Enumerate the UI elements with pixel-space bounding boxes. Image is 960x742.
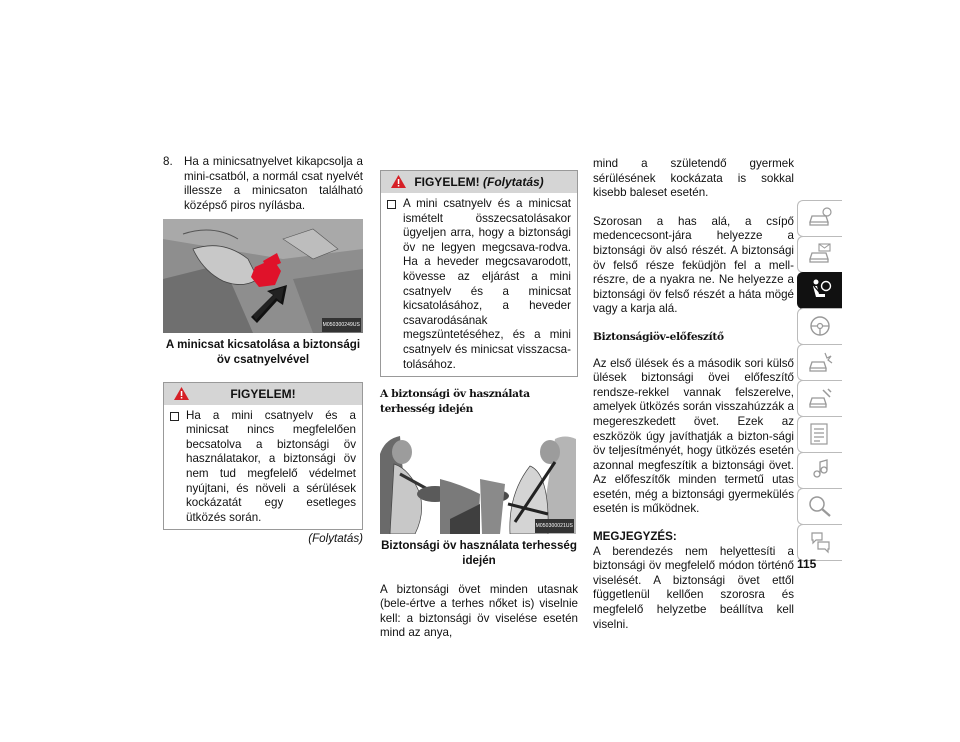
tab-crash[interactable] xyxy=(797,344,842,381)
car-mail-icon xyxy=(807,242,833,266)
tab-service[interactable] xyxy=(797,380,842,417)
photo-code: M050300021US xyxy=(535,519,574,534)
photo-caption: Biztonsági öv használata terhesség idején xyxy=(381,539,577,567)
page-number: 115 xyxy=(797,557,817,571)
checkbox-bullet-icon xyxy=(170,412,179,421)
tab-multimedia[interactable] xyxy=(797,452,842,489)
pregnancy-photo xyxy=(380,434,576,534)
buckle-photo xyxy=(163,219,363,333)
tab-safety[interactable] xyxy=(797,272,842,309)
warning-title-continued: (Folytatás) xyxy=(483,175,544,189)
warning-box-continued xyxy=(380,170,578,377)
car-service-icon xyxy=(807,386,833,410)
buckle-illustration xyxy=(163,219,363,333)
car-info-icon xyxy=(807,206,833,230)
warning-title: FIGYELEM! xyxy=(230,386,296,401)
paragraph: Szorosan a has alá, a csípő medencecsont-jára helyezze a biztonsági öv alsó részét. A biztonsági öv felső része feküdjön fel a mell-részre, de a nyakra ne. Ne helyezze a biztonsági öv felső részét a háta mögé vagy a karja alá. xyxy=(593,214,794,316)
section-heading: A biztonsági öv használata terhesség idején xyxy=(380,388,530,415)
column-3 xyxy=(593,157,794,632)
paragraph: mind a születendő gyermek sérülésének kockázata is sokkal kisebb baleset esetén. xyxy=(593,157,794,200)
photo-caption: A minicsat kicsatolása a biztonsági öv csatnyelvével xyxy=(165,338,361,366)
column-1 xyxy=(163,155,363,547)
warning-box xyxy=(163,382,363,531)
warning-body xyxy=(381,193,577,376)
checkbox-bullet-icon xyxy=(387,200,396,209)
warning-header xyxy=(381,171,577,193)
warning-item xyxy=(170,409,356,526)
continued-label: (Folytatás) xyxy=(308,532,363,546)
step-number: 8. xyxy=(163,155,173,168)
step-8 xyxy=(163,155,363,213)
tab-specs[interactable] xyxy=(797,416,842,453)
tab-search[interactable] xyxy=(797,488,842,525)
steering-wheel-icon xyxy=(807,314,833,338)
airbag-seat-icon xyxy=(807,278,833,302)
step-text: Ha a minicsatnyelvet kikapcsolja a mini-csatból, a normál csat nyelvét illessze a minicsaton található középső piros nyílásba. xyxy=(184,155,363,212)
warning-item-text: A mini csatnyelv és a minicsat ismételt összecsatolásakor ügyeljen arra, hogy a biztonsági öv ne legyen megcsava-rodva. Ha a heveder megcsavarodott, kövesse az eljárást a mini csatnyelv és a minicsat kicsatolásához, a heveder csavarodásának megszüntetéséhez, és a mini csatnyelv és minicsat visszacsa-tolásához. xyxy=(403,197,571,371)
tab-language[interactable] xyxy=(797,524,842,561)
multimedia-icon xyxy=(807,458,833,482)
language-icon xyxy=(807,530,833,554)
note-text: A berendezés nem helyettesíti a biztonsági öv megfelelő módon történő viselését. A biztonsági övet ettől függetlenül kellően szorosra és megfelelő helyzetbe beállítva kell viselni. xyxy=(593,544,794,631)
tab-car-info[interactable] xyxy=(797,200,842,237)
warning-item xyxy=(387,197,571,372)
paragraph: A biztonsági övet minden utasnak (bele-értve a terhes nőket is) viselnie kell: a biztonsági öv viselése esetén mind az anya, xyxy=(380,582,578,640)
section-heading: Biztonságiöv-előfeszítő xyxy=(593,330,724,343)
note-title: MEGJEGYZÉS: xyxy=(593,530,677,544)
tab-steering[interactable] xyxy=(797,308,842,345)
warning-body xyxy=(164,405,362,530)
tab-car-mail[interactable] xyxy=(797,236,842,273)
checklist-icon xyxy=(807,422,833,446)
photo-code: M050300249US xyxy=(322,318,361,333)
car-crash-icon xyxy=(807,350,833,374)
warning-title xyxy=(381,175,577,190)
warning-item-text: Ha a mini csatnyelv és a minicsat nincs megfelelően becsatolva a biztonsági öv használatakor, a biztonsági öv nem tud megfelelő védelmet nyújtani, és növeli a sérülések kockázatát egy esetleges ütközés során. xyxy=(186,408,356,524)
magnifier-icon xyxy=(807,494,833,518)
warning-header xyxy=(164,383,362,405)
column-2 xyxy=(380,170,578,641)
warning-title-text: FIGYELEM! xyxy=(414,175,480,189)
paragraph: Az első ülések és a második sori külső ülések biztonsági övei előfeszítő rendsze-rekkel vannak felszerelve, amelyek ütközés során visszahúzzák a megereszkedett övet. Ezek az eszközök úgy javíthatják a bizton-sági öv teljesítményét, hogy ütközés esetén azonnal megfeszítik a biztonsági övet. Az előfeszítők minden termetű utas esetén, még a biztonsági gyermekülés esetén is működnek. xyxy=(593,356,794,516)
